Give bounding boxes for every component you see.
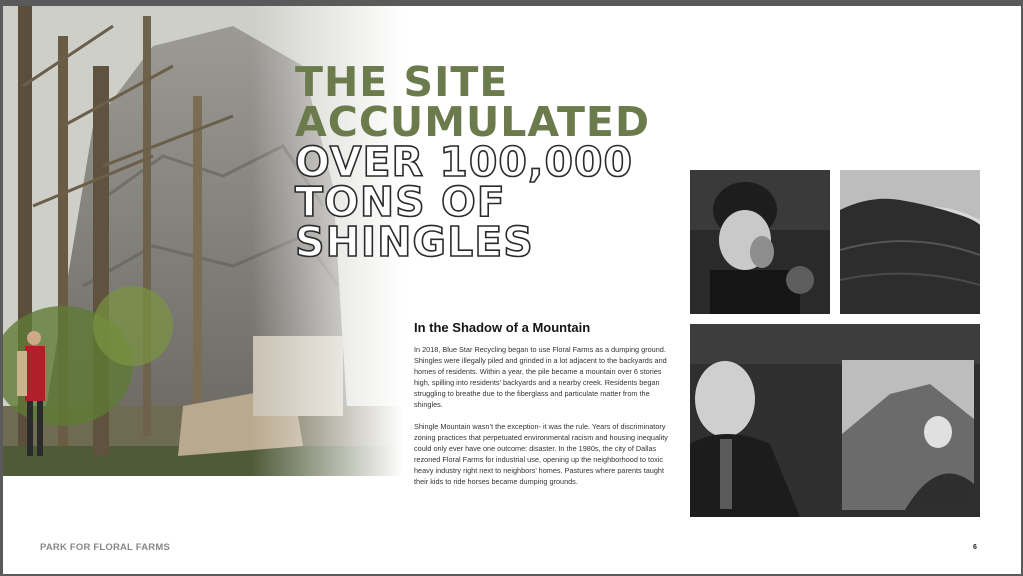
headline (295, 58, 650, 266)
headline-line-3: OVER 100,000 (295, 138, 634, 186)
article-section (414, 320, 676, 500)
document-page (3, 6, 1021, 574)
page-number: 6 (973, 544, 977, 551)
footer-label: PARK FOR FLORAL FARMS (40, 542, 170, 553)
section-paragraph-1: In 2018, Blue Star Recycling began to use Floral Farms as a dumping ground. Shingles were illegally piled and grinded in a lot adjacent to the backyards and homes of residents. Within a year, the pile became a mountain over 6 stories high, spilling into residents’ backyards and a nearby creek. Residents began struggling to breathe due to the fiberglass and particulate matter from the shingles. (414, 345, 667, 409)
headline-line-2: ACCUMULATED (295, 98, 650, 146)
photo-tv-interview (690, 324, 980, 517)
photo-child-with-nebulizer (690, 170, 830, 314)
photo-shingle-pile (840, 170, 980, 314)
section-paragraph-2: Shingle Mountain wasn’t the exception- it was the rule. Years of discriminatory zoning practices that perpetuated environmental racism and housing inequality could only ever have one outcome: disaster. In the 1980s, the city of Dallas rezoned Floral Farms for industrial use, opening up the neighborhood to toxic heavy industry right next to neighbors’ homes. Pastures where parents taught their kids to ride horses became dumping grounds. (414, 422, 668, 486)
headline-line-1: THE SITE (295, 58, 509, 106)
section-title: In the Shadow of a Mountain (414, 320, 591, 335)
headline-line-4: TONS OF (295, 178, 506, 226)
headline-line-5: SHINGLES (295, 218, 534, 266)
